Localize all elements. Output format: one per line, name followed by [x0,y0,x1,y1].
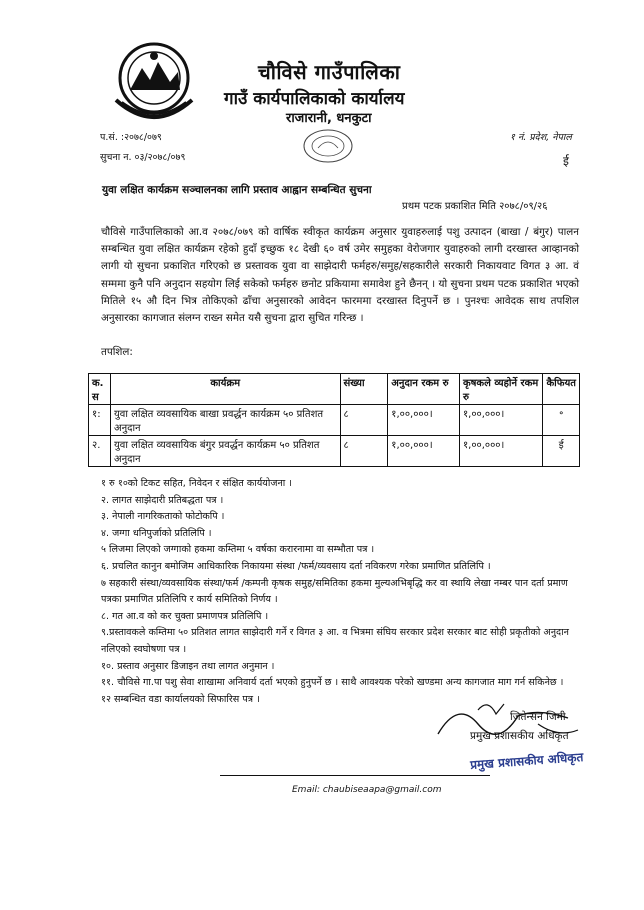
designation-stamp: प्रमुख प्रशासकीय अधिकृत [469,750,584,772]
list-item: ४. जग्गा धनिपुर्जाको प्रतिलिपि । [101,527,212,539]
table-row [89,436,580,467]
cell-grant: १,००,०००। [388,405,460,436]
col-header-grant: अनुदान रकम रु [388,374,460,405]
municipality-title: चौविसे गाउँपालिका [258,60,401,84]
cell-sn: १: [89,405,111,436]
cell-count: ८ [340,405,388,436]
cell-program: युवा लक्षित व्यवसायिक बंगुर प्रवर्द्धन कार्यक्रम ५० प्रतिशत अनुदान [110,436,340,467]
program-table [88,373,580,467]
cell-count: ८ [340,436,388,467]
emblem-logo [108,38,200,124]
notice-subject: युवा लक्षित कार्यक्रम सञ्चालनका लागि प्रस्ताव आह्वान सम्बन्धित सुचना [102,184,372,196]
reference-number: प.सं. :२०७८/०७९ [100,132,162,143]
footer-divider [220,775,490,776]
cell-grant: १,००,०००। [388,436,460,467]
signatory-name: जितेन्सन जिमी [510,711,566,723]
mark-glyph: ई [563,154,569,168]
list-item: ७ सहकारी संस्था/व्यवसायिक संस्था/फर्म /कम्पनी कृषक समुह/समितिका हकमा मुल्यअभिबृद्धि कर वा स्थायि लेखा नम्बर पान दर्ता प्रमाण पत्रका प्रमाणित प्रतिलिपि र कार्य समितिको निर्णय । [101,577,568,606]
notice-body: चौविसे गाउँपालिकाको आ.व २०७८/०७९ को वार्षिक स्वीकृत कार्यक्रम अनुसार युवाहरुलाई पशु उत्पादन (बाखा / बंगुर) पालन सम्बन्धित युवा लक्षित कार्यक्रम रहेको हुदाँ इच्छुक १८ देखी ६० वर्ष उमेर समुहका वेरोजगार युवाहरुको लागी दरखास्त आव्हानको लागी यो सुचना प्रकाशित गरिएको छ प्रस्तावक युवा वा साझेदारी फर्महरु/समुह/सहकारीले सरकारी निकायवाट विगत ३ आ. वं सम्ममा कुनै पनि अनुदान सहयोग लिई सकेको फर्महरु छनोट प्रकियामा समावेश हुने छैनन् । यो सुचना प्रथम पटक प्रकाशित भएको मितिले १५ औ दिन भित्र तोकिएको ढाँचा अनुसारको आवेदन फारममा दरखास्त दिनुपर्ने छ । पुनश्चः आवेदक साथ तपशिल अनुसारका कागजात संलग्न राख्न समेत यसै सुचना द्वारा सुचित गरिन्छ । [101,226,579,325]
list-item: २. लागत साझेदारी प्रतिबद्धता पत्र । [101,494,224,506]
footer-email: Email: chaubiseaapa@gmail.com [292,785,442,795]
table-row [89,405,580,436]
col-header-remarks: कैफियत [543,374,580,405]
province-label: १ नं. प्रदेश, नेपाल [510,132,572,143]
list-item: ६. प्रचलित कानुन बमोजिम आधिकारिक निकायमा संस्था /फर्म/व्यवसाय दर्ता नविकरण गरेका प्रमाणित प्रतिलिपि । [101,560,491,572]
list-item: १ रु १०को टिकट सहित, निवेदन र संक्षित कार्ययोजना । [101,478,292,489]
cell-farmer-share: १,००,०००। [459,405,543,436]
list-item: १०. प्रस्ताव अनुसार डिजाइन तथा लागत अनुमान । [101,660,275,672]
publish-date: प्रथम पटक प्रकाशित मिति २०७८/०९/२६ [402,201,548,212]
col-header-count: संख्या [340,374,388,405]
list-item: ११. चौविसे गा.पा पशु सेवा शाखामा अनिवार्य दर्ता भएको हुनुपर्ने छ । साथै आवश्यक परेको खण्डमा अन्य कागजात माग गर्न सकिनेछ । [101,677,564,689]
list-item: ३. नेपाली नागरिकताको फोटोकपि । [101,511,225,523]
list-item: ५ लिजमा लिएको जग्गाको हकमा कम्तिमा ५ वर्षका करारनामा वा सम्भौता पत्र । [101,544,375,556]
signatory-title: प्रमुख प्रशासकीय अधिकृत [470,730,569,742]
office-location: राजारानी, धनकुटा [286,111,372,126]
table-header-row [89,374,580,405]
cell-remarks: ई [543,436,580,467]
details-label: तपशिल: [101,346,133,358]
cell-remarks: ॰ [543,405,580,436]
col-header-sn: क. स [89,374,111,405]
col-header-farmer-share: कृषकले व्यहोर्ने रकम रु [459,374,543,405]
office-seal-stamp [300,126,356,166]
notice-number: सुचना न. ०३/२०७८/०७९ [100,152,186,163]
cell-program: युवा लक्षित व्यवसायिक बाखा प्रवर्द्धन कार्यक्रम ५० प्रतिशत अनुदान [110,405,340,436]
col-header-program: कार्यक्रम [110,374,340,405]
list-item: ८. गत आ.व को कर चुक्ता प्रमाणपत्र प्रतिलिपि । [101,610,269,622]
office-title: गाउँ कार्यपालिकाको कार्यालय [224,89,405,109]
list-item: १२ सम्बन्धित वडा कार्यालयको सिफारिस पत्र । [101,693,260,705]
cell-farmer-share: १,००,०००। [459,436,543,467]
list-item: ९.प्रस्तावकले कम्तिमा ५० प्रतिशत लागत साझेदारी गर्ने र विगत ३ आ. व भित्रमा संघिय सरकार प्रदेश सरकार बाट सोही प्रकृतीको अनुदान नलिएको स्वघोषणा पत्र । [101,627,569,655]
cell-sn: २. [89,436,111,467]
document-list [101,476,585,708]
